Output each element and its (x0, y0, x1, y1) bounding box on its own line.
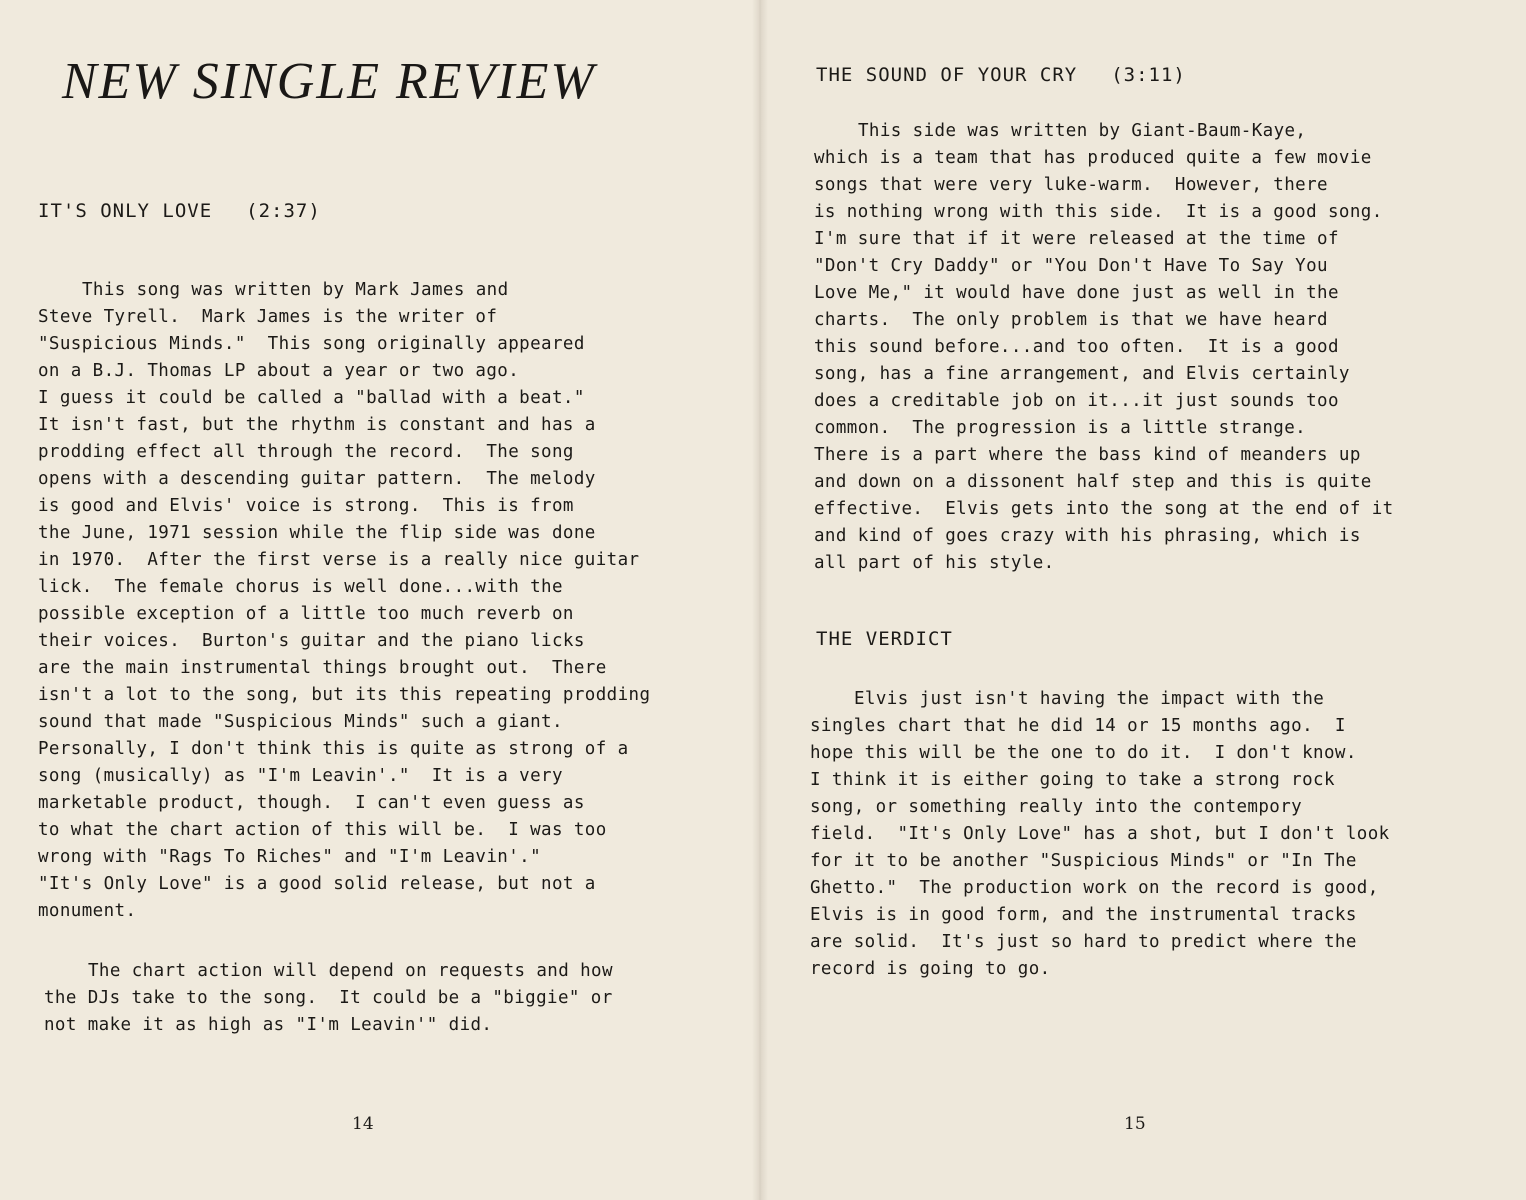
song-heading-sound-of-your-cry (816, 64, 1186, 86)
song-duration: (3:11) (1111, 64, 1186, 86)
verdict-paragraph (810, 686, 1390, 983)
song-heading-its-only-love (38, 200, 321, 222)
text-line: It isn't fast, but the rhythm is constant and has a (38, 415, 596, 435)
page-title: NEW SINGLE REVIEW (62, 53, 596, 110)
review-paragraph-2 (44, 958, 613, 1039)
left-page (0, 0, 760, 1200)
text-line: is good and Elvis' voice is strong. This is from (38, 496, 574, 516)
text-line: not make it as high as "I'm Leavin'" did. (44, 1015, 493, 1035)
text-line: this sound before...and too often. It is a good (814, 337, 1339, 357)
text-line: Personally, I don't think this is quite as strong of a (38, 739, 629, 759)
text-line: This side was written by Giant-Baum-Kaye, (858, 121, 1307, 141)
text-line: songs that were very luke-warm. However, there (814, 175, 1328, 195)
review-paragraph-1 (814, 118, 1394, 577)
text-line: singles chart that he did 14 or 15 months ago. I (810, 716, 1346, 736)
page-number-right: 15 (1124, 1114, 1146, 1134)
text-line: Elvis just isn't having the impact with the (854, 689, 1325, 709)
text-line: and down on a dissonent half step and this is quite (814, 472, 1372, 492)
text-line: does a creditable job on it...it just sounds too (814, 391, 1339, 411)
text-line: hope this will be the one to do it. I don't know. (810, 743, 1357, 763)
text-line: the June, 1971 session while the flip side was done (38, 523, 596, 543)
text-line: and kind of goes crazy with his phrasing, which is (814, 526, 1361, 546)
right-page (760, 0, 1526, 1200)
text-line: marketable product, though. I can't even guess as (38, 793, 585, 813)
text-line: I'm sure that if it were released at the time of (814, 229, 1339, 249)
text-line: I guess it could be called a "ballad with a beat." (38, 388, 585, 408)
text-line: Elvis is in good form, and the instrumental tracks (810, 905, 1357, 925)
text-line: I think it is either going to take a strong rock (810, 770, 1335, 790)
text-line: possible exception of a little too much reverb on (38, 604, 574, 624)
song-title: THE SOUND OF YOUR CRY (816, 64, 1078, 86)
text-line: song, or something really into the contempory (810, 797, 1303, 817)
text-line: record is going to go. (810, 959, 1051, 979)
book-gutter (752, 0, 768, 1200)
text-line: for it to be another "Suspicious Minds" or "In The (810, 851, 1357, 871)
text-line: opens with a descending guitar pattern. The melody (38, 469, 596, 489)
text-line: are the main instrumental things brought out. There (38, 658, 607, 678)
text-line: Ghetto." The production work on the record is good, (810, 878, 1379, 898)
text-line: in 1970. After the first verse is a really nice guitar (38, 550, 640, 570)
text-line: lick. The female chorus is well done...with the (38, 577, 563, 597)
text-line: Steve Tyrell. Mark James is the writer of (38, 307, 498, 327)
text-line: effective. Elvis gets into the song at the end of it (814, 499, 1394, 519)
text-line: "Don't Cry Daddy" or "You Don't Have To Say You (814, 256, 1328, 276)
text-line: is nothing wrong with this side. It is a good song. (814, 202, 1383, 222)
text-line: to what the chart action of this will be. I was too (38, 820, 607, 840)
text-line: "Suspicious Minds." This song originally appeared (38, 334, 585, 354)
page-number-left: 14 (352, 1114, 374, 1134)
text-line: on a B.J. Thomas LP about a year or two ago. (38, 361, 520, 381)
text-line: common. The progression is a little strange. (814, 418, 1307, 438)
text-line: song (musically) as "I'm Leavin'." It is a very (38, 766, 563, 786)
song-title: IT'S ONLY LOVE (38, 200, 213, 222)
text-line: field. "It's Only Love" has a shot, but I don't look (810, 824, 1390, 844)
text-line: charts. The only problem is that we have heard (814, 310, 1328, 330)
text-line: which is a team that has produced quite a few movie (814, 148, 1372, 168)
text-line: sound that made "Suspicious Minds" such a giant. (38, 712, 563, 732)
text-line: The chart action will depend on requests and how (88, 961, 613, 981)
verdict-heading: THE VERDICT (816, 628, 953, 650)
text-line: all part of his style. (814, 553, 1055, 573)
text-line: song, has a fine arrangement, and Elvis certainly (814, 364, 1350, 384)
text-line: wrong with "Rags To Riches" and "I'm Leavin'." (38, 847, 542, 867)
text-line: monument. (38, 901, 137, 921)
text-line: Love Me," it would have done just as well in the (814, 283, 1339, 303)
text-line: prodding effect all through the record. The song (38, 442, 574, 462)
text-line: the DJs take to the song. It could be a "biggie" or (44, 988, 613, 1008)
text-line: "It's Only Love" is a good solid release, but not a (38, 874, 596, 894)
text-line: This song was written by Mark James and (82, 280, 509, 300)
text-line: There is a part where the bass kind of meanders up (814, 445, 1361, 465)
text-line: are solid. It's just so hard to predict where the (810, 932, 1357, 952)
song-duration: (2:37) (246, 200, 321, 222)
text-line: their voices. Burton's guitar and the piano licks (38, 631, 585, 651)
review-paragraph-1 (38, 277, 650, 925)
text-line: isn't a lot to the song, but its this repeating prodding (38, 685, 651, 705)
